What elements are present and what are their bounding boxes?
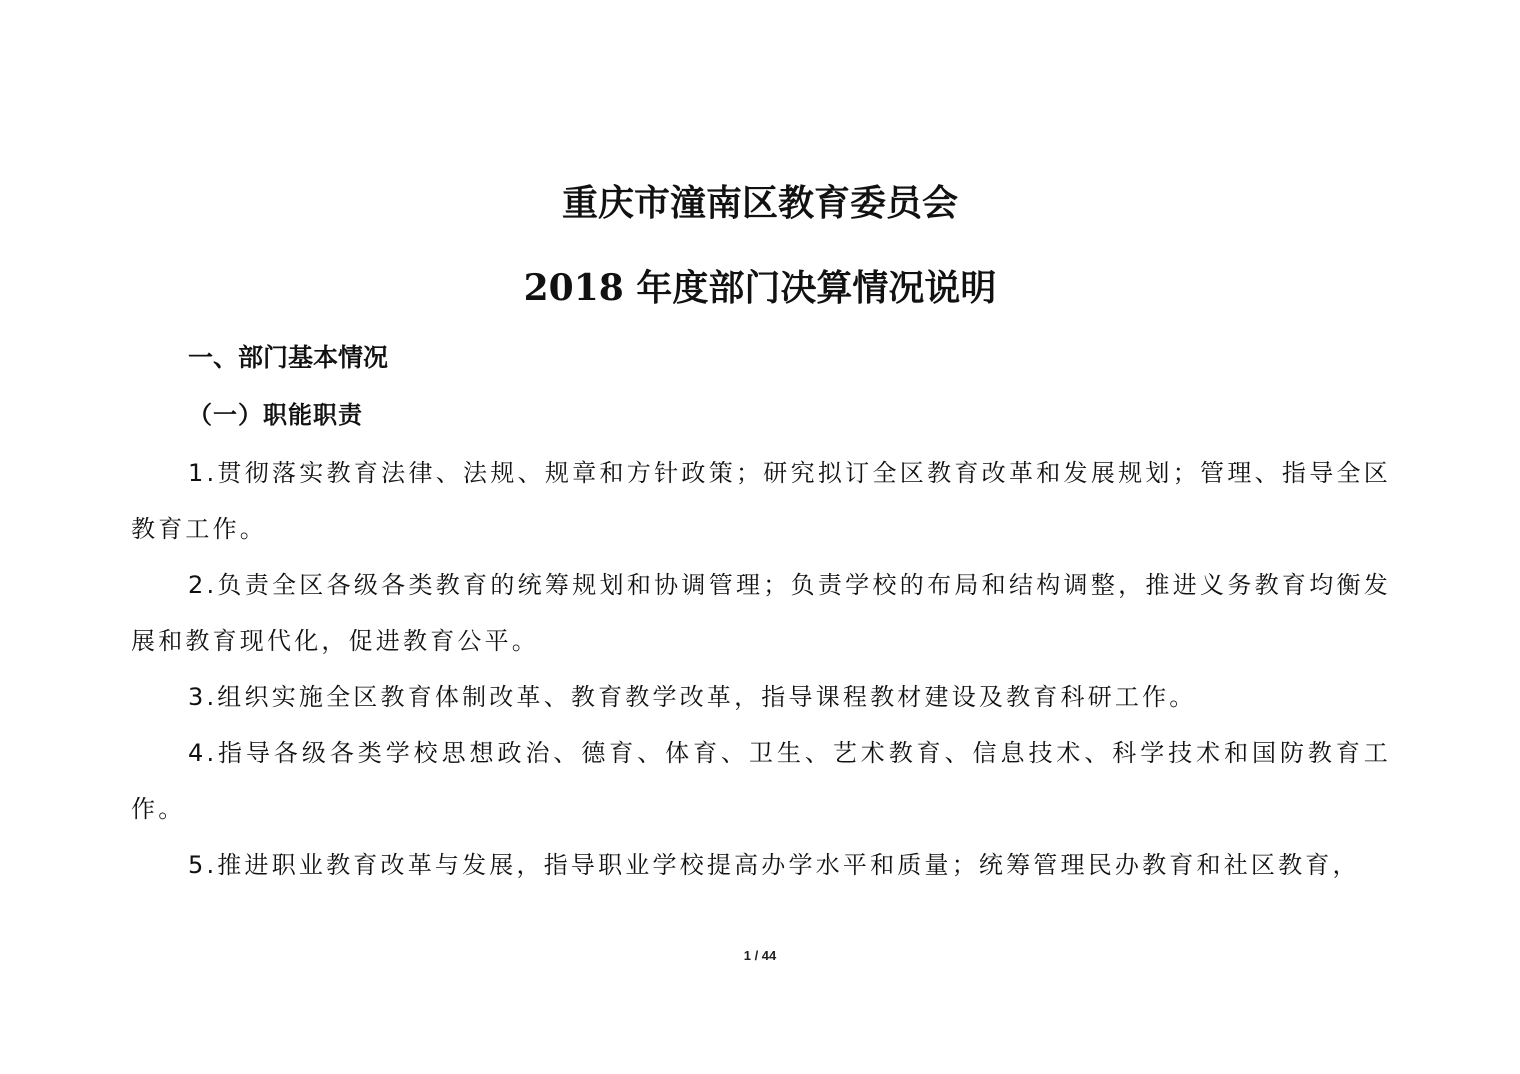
section-heading: 一、部门基本情况 bbox=[188, 343, 389, 372]
paragraph-3: 3.组织实施全区教育体制改革、教育教学改革，指导课程教材建设及教育科研工作。 bbox=[188, 683, 1197, 711]
paragraph-4: 4.指导各级各类学校思想政治、德育、体育、卫生、艺术教育、信息技术、科学技术和国防教育工作。 bbox=[131, 739, 1391, 823]
sub-heading: （一）职能职责 bbox=[188, 401, 363, 429]
paragraph-2: 2.负责全区各级各类教育的统筹规划和协调管理；负责学校的布局和结构调整，推进义务教育均衡发展和教育现代化，促进教育公平。 bbox=[131, 571, 1391, 655]
document-title-line-1: 重庆市潼南区教育委员会 bbox=[561, 182, 958, 224]
paragraph-5: 5.推进职业教育改革与发展，指导职业学校提高办学水平和质量；统筹管理民办教育和社区教育， bbox=[188, 851, 1360, 879]
document-title-line-2: 2018 年度部门决算情况说明 bbox=[523, 267, 997, 309]
paragraph-1: 1.贯彻落实教育法律、法规、规章和方针政策；研究拟订全区教育改革和发展规划；管理、指导全区教育工作。 bbox=[131, 459, 1391, 543]
page-number: 1 / 44 bbox=[743, 948, 777, 963]
